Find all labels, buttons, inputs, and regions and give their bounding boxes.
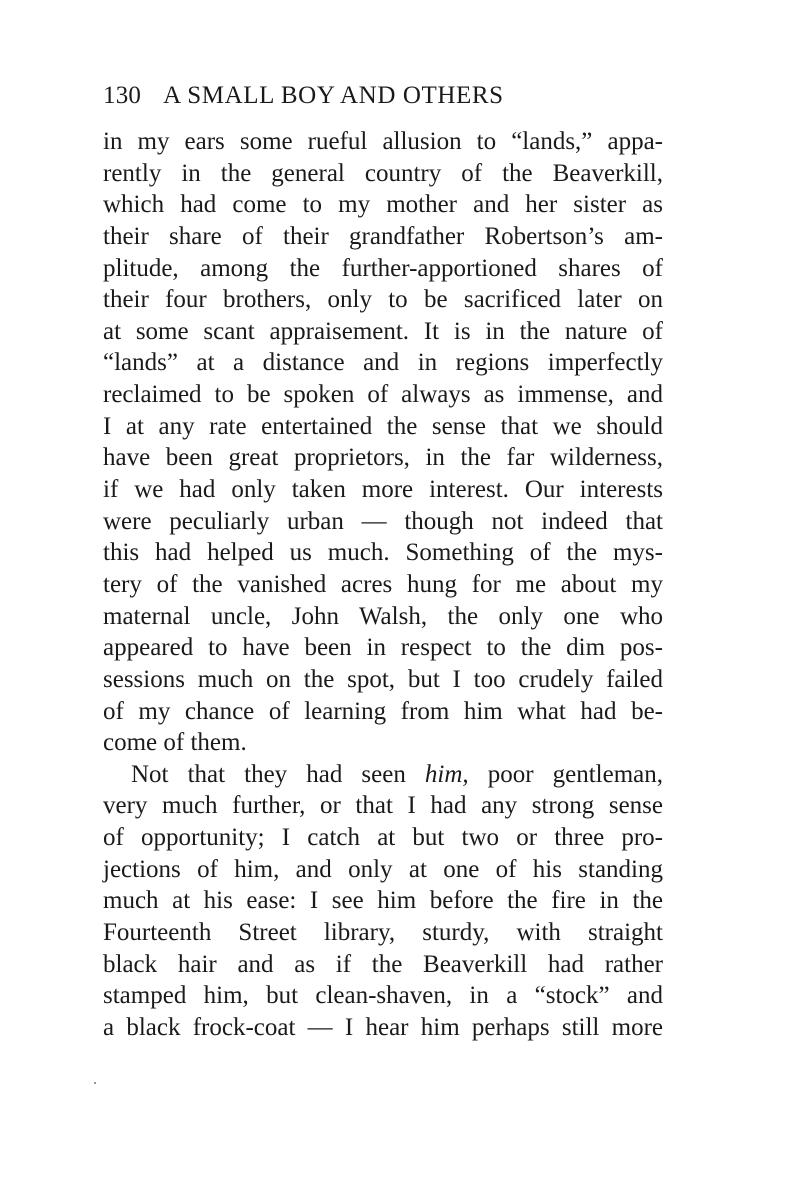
paragraph-line: plitude, among the further-apportioned shares of [103, 254, 663, 282]
paragraph-line: come of them. [103, 729, 247, 757]
paragraph-line: “lands” at a distance and in regions imperfectly [103, 349, 663, 377]
paragraph-line: very much further, or that I had any strong sense [103, 792, 663, 820]
paragraph-line: their four brothers, only to be sacrificed later on [103, 286, 663, 314]
body-text [103, 126, 663, 1044]
paragraph-line: jections of him, and only at one of his standing [103, 855, 663, 883]
paragraph-line: this had helped us much. Something of the mys- [103, 539, 663, 567]
paragraph-line: black hair and as if the Beaverkill had rather [103, 950, 663, 978]
paragraph-line: I at any rate entertained the sense that we should [103, 412, 663, 440]
paragraph-line: which had come to my mother and her sister as [103, 191, 663, 219]
paragraph-line: a black frock-coat — I hear him perhaps still more [103, 1013, 663, 1041]
emphasis-text: him, [424, 760, 469, 788]
paragraph-line: tery of the vanished acres hung for me about my [103, 570, 663, 598]
paragraph-line: much at his ease: I see him before the fire in the [103, 887, 663, 915]
paragraph-line: in my ears some rueful allusion to “lands,” appa- [103, 128, 663, 155]
paragraph-line: of opportunity; I catch at but two or three pro- [103, 824, 663, 852]
page-speck [94, 1082, 96, 1084]
paragraph-line: Not that they had seen him, poor gentleman, [131, 760, 663, 788]
paragraph-line: have been great proprietors, in the far wilderness, [103, 444, 663, 472]
paragraph-line: appeared to have been in respect to the dim pos- [103, 634, 663, 662]
book-title: A SMALL BOY AND OTHERS [163, 82, 504, 109]
paragraph-line: Fourteenth Street library, sturdy, with straight [103, 919, 663, 947]
paragraph-line: their share of their grandfather Robertson’s am- [103, 222, 663, 250]
paragraph-line: at some scant appraisement. It is in the nature of [103, 317, 663, 345]
paragraph-line: maternal uncle, John Walsh, the only one who [103, 602, 663, 630]
paragraph-1 [103, 126, 663, 759]
paragraph-line: reclaimed to be spoken of always as immense, and [103, 381, 663, 409]
paragraph-line: stamped him, but clean-shaven, in a “stock” and [103, 982, 663, 1010]
running-head [103, 80, 663, 112]
paragraph-line: of my chance of learning from him what had be- [103, 697, 663, 725]
paragraph-line: sessions much on the spot, but I too crudely failed [103, 665, 663, 693]
paragraph-line: rently in the general country of the Beaverkill, [103, 159, 663, 187]
paragraph-line: if we had only taken more interest. Our interests [103, 476, 663, 504]
page-number: 130 [103, 82, 142, 109]
paragraph-line: were peculiarly urban — though not indeed that [103, 507, 663, 535]
paragraph-2 [103, 759, 663, 1044]
